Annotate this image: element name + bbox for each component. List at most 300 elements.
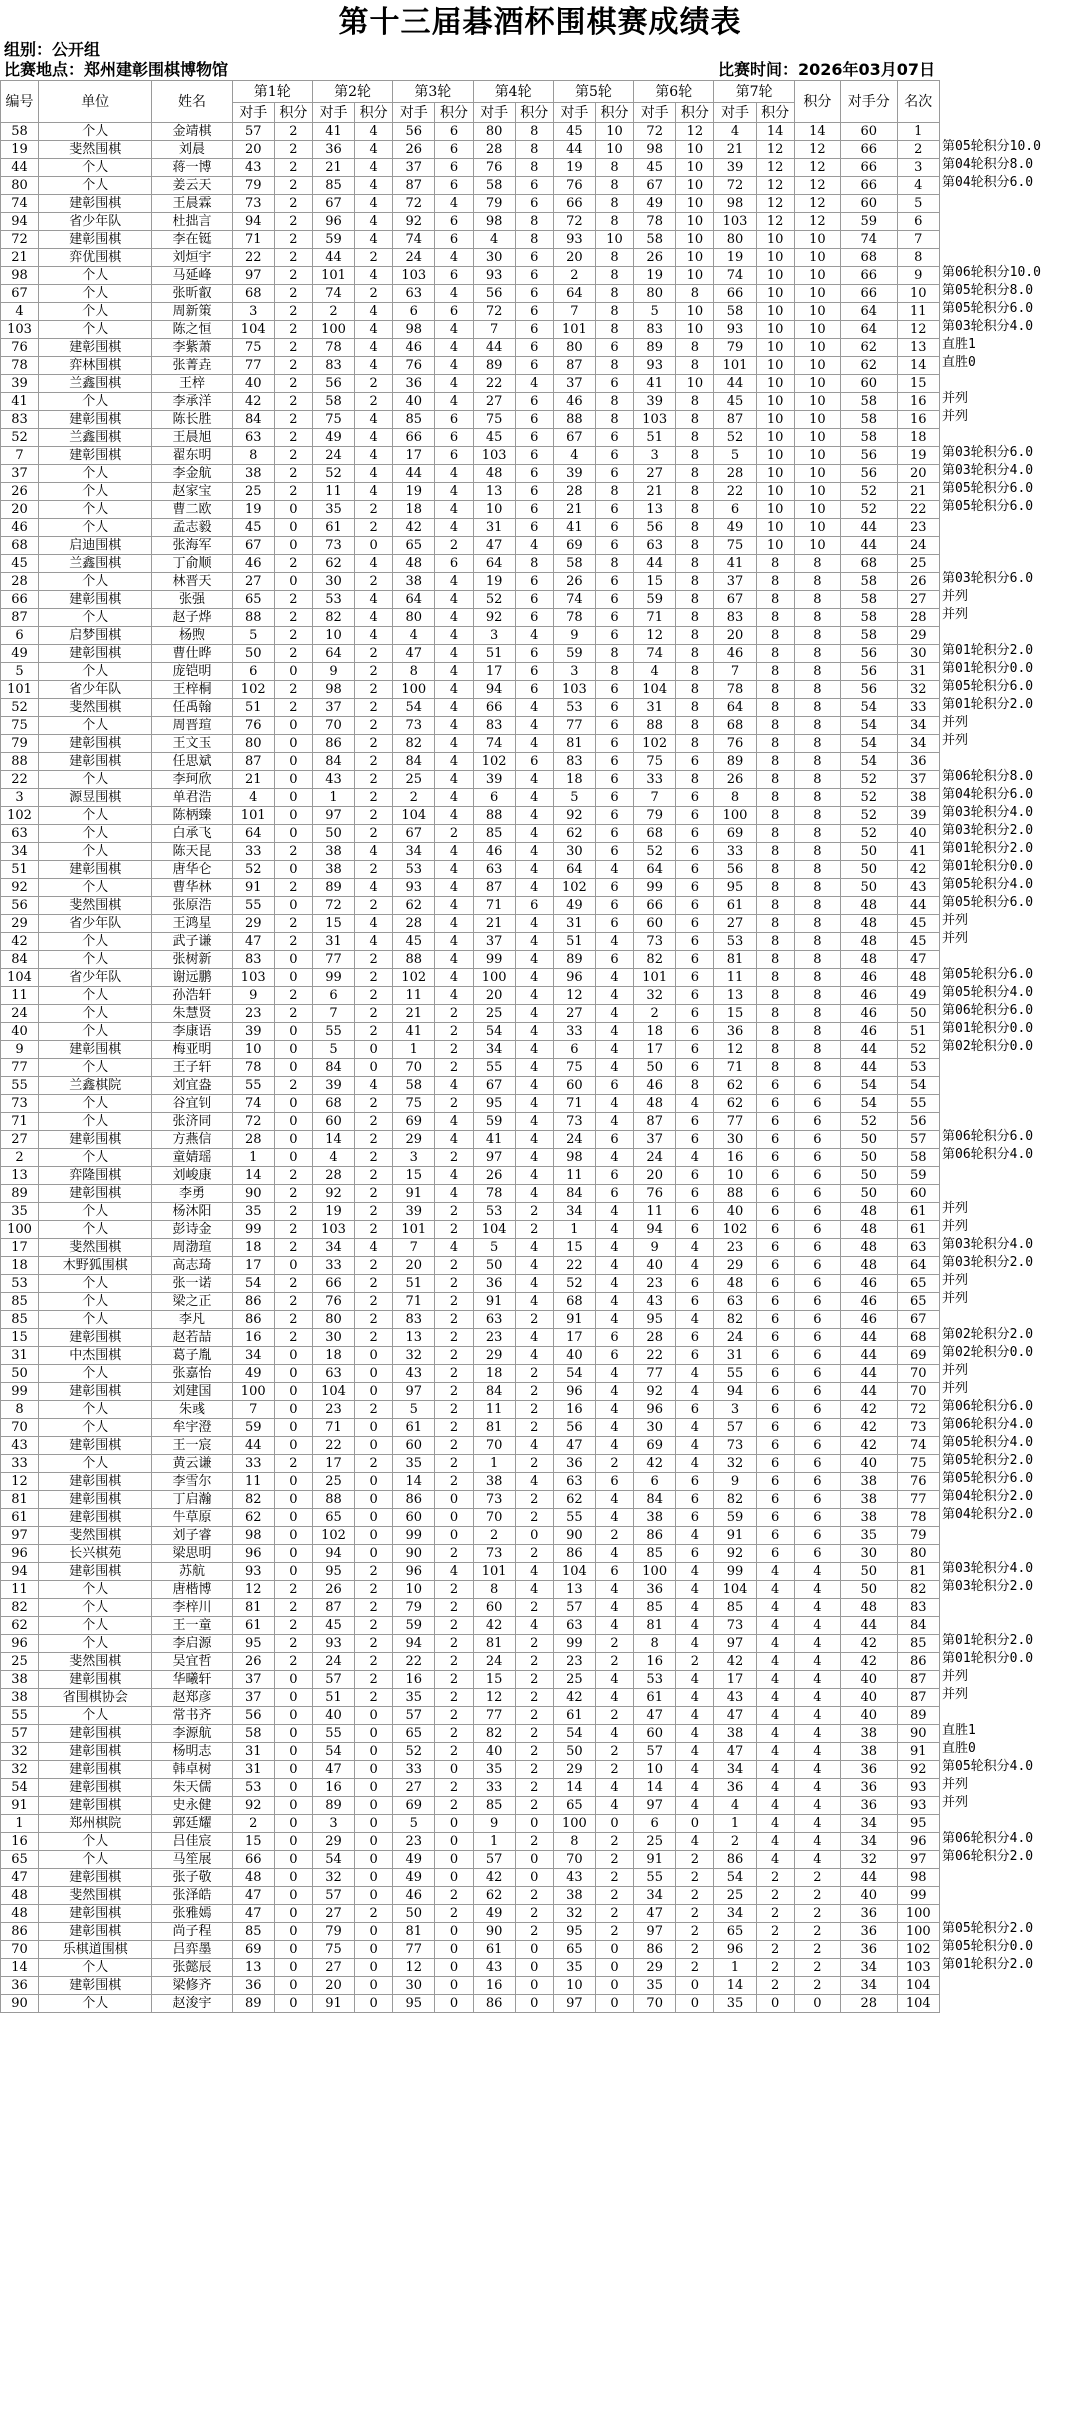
cell-round-1-opp: 46 xyxy=(232,555,274,573)
cell-total: 8 xyxy=(794,663,840,681)
cell-round-3-score: 6 xyxy=(435,159,473,177)
cell-round-5-score: 4 xyxy=(596,1545,634,1563)
cell-round-2-opp: 52 xyxy=(312,465,354,483)
cell-round-3-opp: 1 xyxy=(393,1041,435,1059)
cell-round-1-score: 0 xyxy=(274,1563,312,1581)
cell-round-5-score: 4 xyxy=(596,1149,634,1167)
cell-round-7-opp: 94 xyxy=(714,1383,756,1401)
cell-total: 6 xyxy=(794,1131,840,1149)
cell-round-6-opp: 6 xyxy=(634,1815,676,1833)
cell-round-1-score: 0 xyxy=(274,1347,312,1365)
cell-round-5-opp: 58 xyxy=(553,555,595,573)
cell-round-7-score: 12 xyxy=(756,177,794,195)
table-row xyxy=(1,231,940,249)
cell-opp-total: 36 xyxy=(841,1941,898,1959)
header-round-6-opp: 对手 xyxy=(634,103,676,123)
cell-round-5-score: 6 xyxy=(596,753,634,771)
cell-round-3-score: 2 xyxy=(435,1887,473,1905)
cell-round-2-opp: 47 xyxy=(312,1761,354,1779)
header-round-3-opp: 对手 xyxy=(393,103,435,123)
cell-round-1-opp: 15 xyxy=(232,1833,274,1851)
cell-rank: 34 xyxy=(897,717,939,735)
cell-round-2-score: 4 xyxy=(355,915,393,933)
cell-rank: 97 xyxy=(897,1851,939,1869)
cell-id: 2 xyxy=(1,1149,39,1167)
cell-round-7-opp: 33 xyxy=(714,843,756,861)
cell-round-2-opp: 55 xyxy=(312,1725,354,1743)
cell-name: 赵浚宇 xyxy=(152,1995,232,2013)
cell-round-6-score: 8 xyxy=(676,339,714,357)
cell-unit: 个人 xyxy=(39,1311,152,1329)
cell-round-5-opp: 1 xyxy=(553,1221,595,1239)
cell-total: 10 xyxy=(794,285,840,303)
cell-round-1-score: 0 xyxy=(274,1887,312,1905)
cell-round-6-score: 6 xyxy=(676,1473,714,1491)
cell-round-1-score: 2 xyxy=(274,645,312,663)
cell-opp-total: 38 xyxy=(841,1743,898,1761)
cell-round-7-opp: 38 xyxy=(714,1725,756,1743)
cell-round-2-opp: 54 xyxy=(312,1743,354,1761)
cell-round-1-opp: 33 xyxy=(232,1455,274,1473)
tie-break-note: 第05轮积分8.0 xyxy=(942,283,1034,298)
cell-round-4-score: 4 xyxy=(515,1023,553,1041)
cell-opp-total: 56 xyxy=(841,465,898,483)
cell-round-5-opp: 8 xyxy=(553,1833,595,1851)
cell-round-6-score: 4 xyxy=(676,1581,714,1599)
table-row xyxy=(1,1167,940,1185)
cell-id: 78 xyxy=(1,357,39,375)
cell-name: 王晨旭 xyxy=(152,429,232,447)
cell-unit: 个人 xyxy=(39,1581,152,1599)
cell-round-2-score: 0 xyxy=(355,537,393,555)
cell-opp-total: 34 xyxy=(841,1815,898,1833)
cell-round-4-score: 2 xyxy=(515,1833,553,1851)
cell-round-3-score: 4 xyxy=(435,843,473,861)
cell-round-7-score: 8 xyxy=(756,933,794,951)
cell-name: 庞铠明 xyxy=(152,663,232,681)
table-row xyxy=(1,1923,940,1941)
cell-round-1-opp: 37 xyxy=(232,1689,274,1707)
cell-round-5-score: 2 xyxy=(596,1527,634,1545)
cell-round-3-opp: 84 xyxy=(393,753,435,771)
cell-total: 4 xyxy=(794,1779,840,1797)
cell-round-3-opp: 49 xyxy=(393,1851,435,1869)
cell-name: 高志琦 xyxy=(152,1257,232,1275)
cell-round-5-opp: 33 xyxy=(553,1023,595,1041)
cell-id: 46 xyxy=(1,519,39,537)
cell-round-4-opp: 84 xyxy=(473,1383,515,1401)
cell-id: 18 xyxy=(1,1257,39,1275)
cell-name: 李凡 xyxy=(152,1311,232,1329)
tie-break-note: 第03轮积分4.0 xyxy=(942,1561,1034,1576)
cell-round-7-score: 4 xyxy=(756,1653,794,1671)
tie-break-note: 第03轮积分2.0 xyxy=(942,1579,1034,1594)
table-row xyxy=(1,1689,940,1707)
cell-round-5-opp: 52 xyxy=(553,1275,595,1293)
cell-round-5-opp: 65 xyxy=(553,1941,595,1959)
cell-round-3-score: 2 xyxy=(435,1059,473,1077)
cell-round-1-opp: 58 xyxy=(232,1725,274,1743)
cell-round-4-opp: 97 xyxy=(473,1149,515,1167)
tie-break-note: 并列 xyxy=(942,1201,969,1216)
tie-break-note: 第05轮积分10.0 xyxy=(942,139,1041,154)
cell-total: 2 xyxy=(794,1977,840,1995)
cell-round-3-score: 2 xyxy=(435,1365,473,1383)
cell-round-7-opp: 104 xyxy=(714,1581,756,1599)
cell-id: 71 xyxy=(1,1113,39,1131)
table-row xyxy=(1,1401,940,1419)
cell-round-3-score: 6 xyxy=(435,123,473,141)
cell-round-5-score: 6 xyxy=(596,519,634,537)
cell-unit: 建彰围棋 xyxy=(39,1437,152,1455)
cell-opp-total: 36 xyxy=(841,1923,898,1941)
cell-opp-total: 54 xyxy=(841,753,898,771)
cell-opp-total: 52 xyxy=(841,789,898,807)
cell-name: 李承洋 xyxy=(152,393,232,411)
cell-round-5-opp: 22 xyxy=(553,1257,595,1275)
cell-total: 14 xyxy=(794,123,840,141)
cell-round-2-score: 2 xyxy=(355,1455,393,1473)
cell-unit: 启迪围棋 xyxy=(39,537,152,555)
cell-id: 20 xyxy=(1,501,39,519)
tie-break-note: 第03轮积分2.0 xyxy=(942,823,1034,838)
cell-round-6-score: 4 xyxy=(676,1671,714,1689)
cell-round-2-opp: 55 xyxy=(312,1023,354,1041)
cell-round-6-opp: 24 xyxy=(634,1149,676,1167)
cell-round-2-score: 2 xyxy=(355,969,393,987)
cell-round-1-opp: 29 xyxy=(232,915,274,933)
cell-round-6-opp: 14 xyxy=(634,1779,676,1797)
cell-round-5-score: 6 xyxy=(596,717,634,735)
cell-round-3-score: 2 xyxy=(435,1275,473,1293)
cell-name: 李在铤 xyxy=(152,231,232,249)
cell-total: 8 xyxy=(794,915,840,933)
cell-round-7-opp: 73 xyxy=(714,1437,756,1455)
cell-round-2-score: 0 xyxy=(355,1959,393,1977)
tie-break-note: 并列 xyxy=(942,913,969,928)
cell-round-6-opp: 102 xyxy=(634,735,676,753)
cell-round-4-opp: 24 xyxy=(473,1653,515,1671)
cell-round-7-score: 6 xyxy=(756,1185,794,1203)
cell-total: 10 xyxy=(794,357,840,375)
cell-total: 4 xyxy=(794,1725,840,1743)
table-row xyxy=(1,1491,940,1509)
cell-rank: 55 xyxy=(897,1095,939,1113)
cell-round-3-opp: 48 xyxy=(393,555,435,573)
cell-round-2-opp: 30 xyxy=(312,573,354,591)
cell-round-2-score: 2 xyxy=(355,1293,393,1311)
cell-round-2-score: 4 xyxy=(355,1077,393,1095)
cell-round-7-opp: 76 xyxy=(714,735,756,753)
cell-total: 4 xyxy=(794,1617,840,1635)
cell-round-3-score: 2 xyxy=(435,1635,473,1653)
cell-round-1-opp: 14 xyxy=(232,1167,274,1185)
cell-round-2-score: 2 xyxy=(355,501,393,519)
cell-round-2-score: 4 xyxy=(355,879,393,897)
cell-round-1-score: 0 xyxy=(274,861,312,879)
cell-round-3-opp: 93 xyxy=(393,879,435,897)
cell-round-2-opp: 30 xyxy=(312,1329,354,1347)
cell-name: 吕佳宸 xyxy=(152,1833,232,1851)
cell-round-3-opp: 58 xyxy=(393,1077,435,1095)
cell-total: 6 xyxy=(794,1113,840,1131)
cell-round-1-score: 2 xyxy=(274,1203,312,1221)
cell-round-1-opp: 38 xyxy=(232,465,274,483)
cell-round-3-score: 6 xyxy=(435,411,473,429)
cell-unit: 建彰围棋 xyxy=(39,447,152,465)
cell-total: 10 xyxy=(794,411,840,429)
cell-id: 94 xyxy=(1,1563,39,1581)
cell-round-2-opp: 57 xyxy=(312,1671,354,1689)
cell-unit: 个人 xyxy=(39,1365,152,1383)
cell-round-5-opp: 63 xyxy=(553,1473,595,1491)
cell-round-4-score: 2 xyxy=(515,1365,553,1383)
cell-round-5-score: 2 xyxy=(596,1743,634,1761)
cell-round-5-score: 4 xyxy=(596,1383,634,1401)
cell-round-5-opp: 49 xyxy=(553,897,595,915)
cell-opp-total: 50 xyxy=(841,879,898,897)
header-round-4: 第4轮 xyxy=(473,81,553,103)
cell-rank: 54 xyxy=(897,1077,939,1095)
cell-round-6-score: 6 xyxy=(676,1059,714,1077)
cell-round-4-score: 4 xyxy=(515,807,553,825)
cell-name: 杨沐阳 xyxy=(152,1203,232,1221)
cell-round-4-opp: 99 xyxy=(473,951,515,969)
cell-round-6-opp: 71 xyxy=(634,609,676,627)
cell-round-7-score: 6 xyxy=(756,1527,794,1545)
cell-round-3-opp: 10 xyxy=(393,1581,435,1599)
cell-unit: 建彰围棋 xyxy=(39,195,152,213)
cell-round-4-opp: 35 xyxy=(473,1761,515,1779)
cell-round-3-score: 4 xyxy=(435,771,473,789)
cell-round-5-opp: 29 xyxy=(553,1761,595,1779)
cell-round-3-opp: 20 xyxy=(393,1257,435,1275)
cell-round-2-opp: 31 xyxy=(312,933,354,951)
cell-total: 0 xyxy=(794,1995,840,2013)
cell-name: 王子轩 xyxy=(152,1059,232,1077)
cell-round-6-opp: 82 xyxy=(634,951,676,969)
cell-round-4-opp: 86 xyxy=(473,1995,515,2013)
cell-round-7-score: 10 xyxy=(756,357,794,375)
cell-round-6-opp: 98 xyxy=(634,141,676,159)
cell-round-1-opp: 39 xyxy=(232,1023,274,1041)
cell-opp-total: 46 xyxy=(841,987,898,1005)
cell-round-4-opp: 18 xyxy=(473,1365,515,1383)
cell-round-4-score: 6 xyxy=(515,357,553,375)
cell-round-2-score: 2 xyxy=(355,1185,393,1203)
cell-round-7-opp: 77 xyxy=(714,1113,756,1131)
cell-rank: 36 xyxy=(897,753,939,771)
cell-round-2-opp: 9 xyxy=(312,663,354,681)
tie-break-note: 直胜0 xyxy=(942,1741,976,1756)
cell-round-7-opp: 47 xyxy=(714,1707,756,1725)
table-row xyxy=(1,1473,940,1491)
cell-unit: 个人 xyxy=(39,771,152,789)
cell-round-1-opp: 5 xyxy=(232,627,274,645)
cell-round-6-opp: 21 xyxy=(634,483,676,501)
cell-id: 56 xyxy=(1,897,39,915)
cell-round-4-score: 6 xyxy=(515,177,553,195)
cell-round-3-opp: 22 xyxy=(393,1653,435,1671)
cell-round-2-score: 2 xyxy=(355,1599,393,1617)
cell-round-3-score: 2 xyxy=(435,1437,473,1455)
cell-round-5-opp: 62 xyxy=(553,1491,595,1509)
cell-round-1-score: 0 xyxy=(274,717,312,735)
cell-name: 李康语 xyxy=(152,1023,232,1041)
cell-round-5-opp: 2 xyxy=(553,267,595,285)
cell-round-2-opp: 19 xyxy=(312,1203,354,1221)
cell-round-3-opp: 56 xyxy=(393,123,435,141)
cell-round-6-score: 8 xyxy=(676,699,714,717)
cell-rank: 61 xyxy=(897,1221,939,1239)
cell-round-7-opp: 27 xyxy=(714,915,756,933)
cell-round-4-opp: 44 xyxy=(473,339,515,357)
cell-round-3-opp: 94 xyxy=(393,1635,435,1653)
cell-id: 40 xyxy=(1,1023,39,1041)
cell-round-4-score: 6 xyxy=(515,249,553,267)
cell-name: 葛子胤 xyxy=(152,1347,232,1365)
cell-round-1-score: 2 xyxy=(274,339,312,357)
cell-round-2-opp: 4 xyxy=(312,1149,354,1167)
cell-unit: 建彰围棋 xyxy=(39,1491,152,1509)
cell-round-6-score: 6 xyxy=(676,1329,714,1347)
cell-round-4-score: 8 xyxy=(515,213,553,231)
cell-round-7-score: 4 xyxy=(756,1725,794,1743)
cell-round-6-opp: 35 xyxy=(634,1977,676,1995)
cell-total: 10 xyxy=(794,339,840,357)
cell-round-2-opp: 96 xyxy=(312,213,354,231)
cell-rank: 25 xyxy=(897,555,939,573)
cell-round-2-score: 0 xyxy=(355,1995,393,2013)
cell-name: 王文玉 xyxy=(152,735,232,753)
cell-id: 34 xyxy=(1,843,39,861)
cell-total: 10 xyxy=(794,249,840,267)
cell-round-7-score: 2 xyxy=(756,1941,794,1959)
cell-name: 张菁垚 xyxy=(152,357,232,375)
cell-round-6-score: 6 xyxy=(676,879,714,897)
cell-unit: 个人 xyxy=(39,1959,152,1977)
table-row xyxy=(1,1293,940,1311)
cell-round-6-score: 10 xyxy=(676,231,714,249)
cell-round-5-opp: 102 xyxy=(553,879,595,897)
cell-round-5-score: 4 xyxy=(596,1401,634,1419)
cell-opp-total: 46 xyxy=(841,1311,898,1329)
cell-round-7-score: 4 xyxy=(756,1815,794,1833)
cell-unit: 建彰围棋 xyxy=(39,645,152,663)
cell-round-6-opp: 86 xyxy=(634,1527,676,1545)
cell-round-1-score: 2 xyxy=(274,285,312,303)
cell-round-7-opp: 20 xyxy=(714,627,756,645)
cell-round-2-score: 2 xyxy=(355,249,393,267)
cell-round-4-opp: 100 xyxy=(473,969,515,987)
cell-name: 刘晨 xyxy=(152,141,232,159)
cell-round-2-opp: 54 xyxy=(312,1851,354,1869)
cell-rank: 99 xyxy=(897,1887,939,1905)
table-row xyxy=(1,357,940,375)
cell-round-1-opp: 22 xyxy=(232,249,274,267)
cell-round-5-score: 6 xyxy=(596,1185,634,1203)
cell-round-2-score: 0 xyxy=(355,1815,393,1833)
cell-round-5-opp: 55 xyxy=(553,1509,595,1527)
table-row xyxy=(1,483,940,501)
cell-round-4-opp: 64 xyxy=(473,555,515,573)
cell-round-1-score: 2 xyxy=(274,879,312,897)
cell-round-2-opp: 27 xyxy=(312,1905,354,1923)
cell-id: 91 xyxy=(1,1797,39,1815)
cell-unit: 个人 xyxy=(39,123,152,141)
cell-opp-total: 58 xyxy=(841,591,898,609)
cell-rank: 22 xyxy=(897,501,939,519)
cell-round-4-score: 6 xyxy=(515,645,553,663)
cell-round-3-score: 0 xyxy=(435,1995,473,2013)
cell-round-1-score: 0 xyxy=(274,1995,312,2013)
cell-opp-total: 44 xyxy=(841,519,898,537)
cell-round-7-opp: 7 xyxy=(714,663,756,681)
cell-round-1-opp: 65 xyxy=(232,591,274,609)
cell-round-6-score: 10 xyxy=(676,303,714,321)
cell-round-3-score: 6 xyxy=(435,447,473,465)
cell-round-3-opp: 54 xyxy=(393,699,435,717)
cell-round-3-score: 2 xyxy=(435,1689,473,1707)
table-row xyxy=(1,1617,940,1635)
cell-id: 88 xyxy=(1,753,39,771)
cell-round-7-opp: 97 xyxy=(714,1635,756,1653)
cell-rank: 95 xyxy=(897,1815,939,1833)
cell-round-3-score: 2 xyxy=(435,1383,473,1401)
cell-round-6-score: 8 xyxy=(676,465,714,483)
cell-round-5-score: 10 xyxy=(596,231,634,249)
table-row xyxy=(1,1383,940,1401)
cell-id: 49 xyxy=(1,645,39,663)
cell-round-6-score: 8 xyxy=(676,609,714,627)
cell-round-7-score: 2 xyxy=(756,1887,794,1905)
cell-round-3-score: 0 xyxy=(435,1815,473,1833)
cell-round-5-score: 4 xyxy=(596,1023,634,1041)
cell-round-4-opp: 98 xyxy=(473,213,515,231)
cell-total: 8 xyxy=(794,1059,840,1077)
cell-round-5-score: 6 xyxy=(596,591,634,609)
cell-round-7-score: 6 xyxy=(756,1365,794,1383)
cell-round-4-opp: 48 xyxy=(473,465,515,483)
cell-round-5-score: 6 xyxy=(596,1473,634,1491)
cell-round-2-opp: 20 xyxy=(312,1977,354,1995)
cell-round-4-score: 4 xyxy=(515,1005,553,1023)
cell-round-3-score: 2 xyxy=(435,1581,473,1599)
cell-name: 翟东明 xyxy=(152,447,232,465)
cell-round-6-opp: 27 xyxy=(634,465,676,483)
cell-name: 牟宇澄 xyxy=(152,1419,232,1437)
cell-round-6-score: 8 xyxy=(676,429,714,447)
cell-round-4-score: 2 xyxy=(515,1887,553,1905)
cell-total: 6 xyxy=(794,1149,840,1167)
cell-unit: 建彰围棋 xyxy=(39,753,152,771)
cell-round-6-score: 6 xyxy=(676,1005,714,1023)
table-row xyxy=(1,1275,940,1293)
cell-round-3-opp: 38 xyxy=(393,573,435,591)
cell-total: 8 xyxy=(794,951,840,969)
cell-unit: 个人 xyxy=(39,933,152,951)
cell-round-6-score: 6 xyxy=(676,1167,714,1185)
cell-unit: 兰鑫围棋 xyxy=(39,555,152,573)
cell-round-5-score: 8 xyxy=(596,159,634,177)
cell-round-4-opp: 52 xyxy=(473,591,515,609)
cell-round-1-score: 0 xyxy=(274,1059,312,1077)
cell-round-4-opp: 72 xyxy=(473,303,515,321)
cell-round-4-opp: 7 xyxy=(473,321,515,339)
cell-round-6-opp: 23 xyxy=(634,1275,676,1293)
cell-round-5-opp: 95 xyxy=(553,1923,595,1941)
cell-opp-total: 40 xyxy=(841,1707,898,1725)
